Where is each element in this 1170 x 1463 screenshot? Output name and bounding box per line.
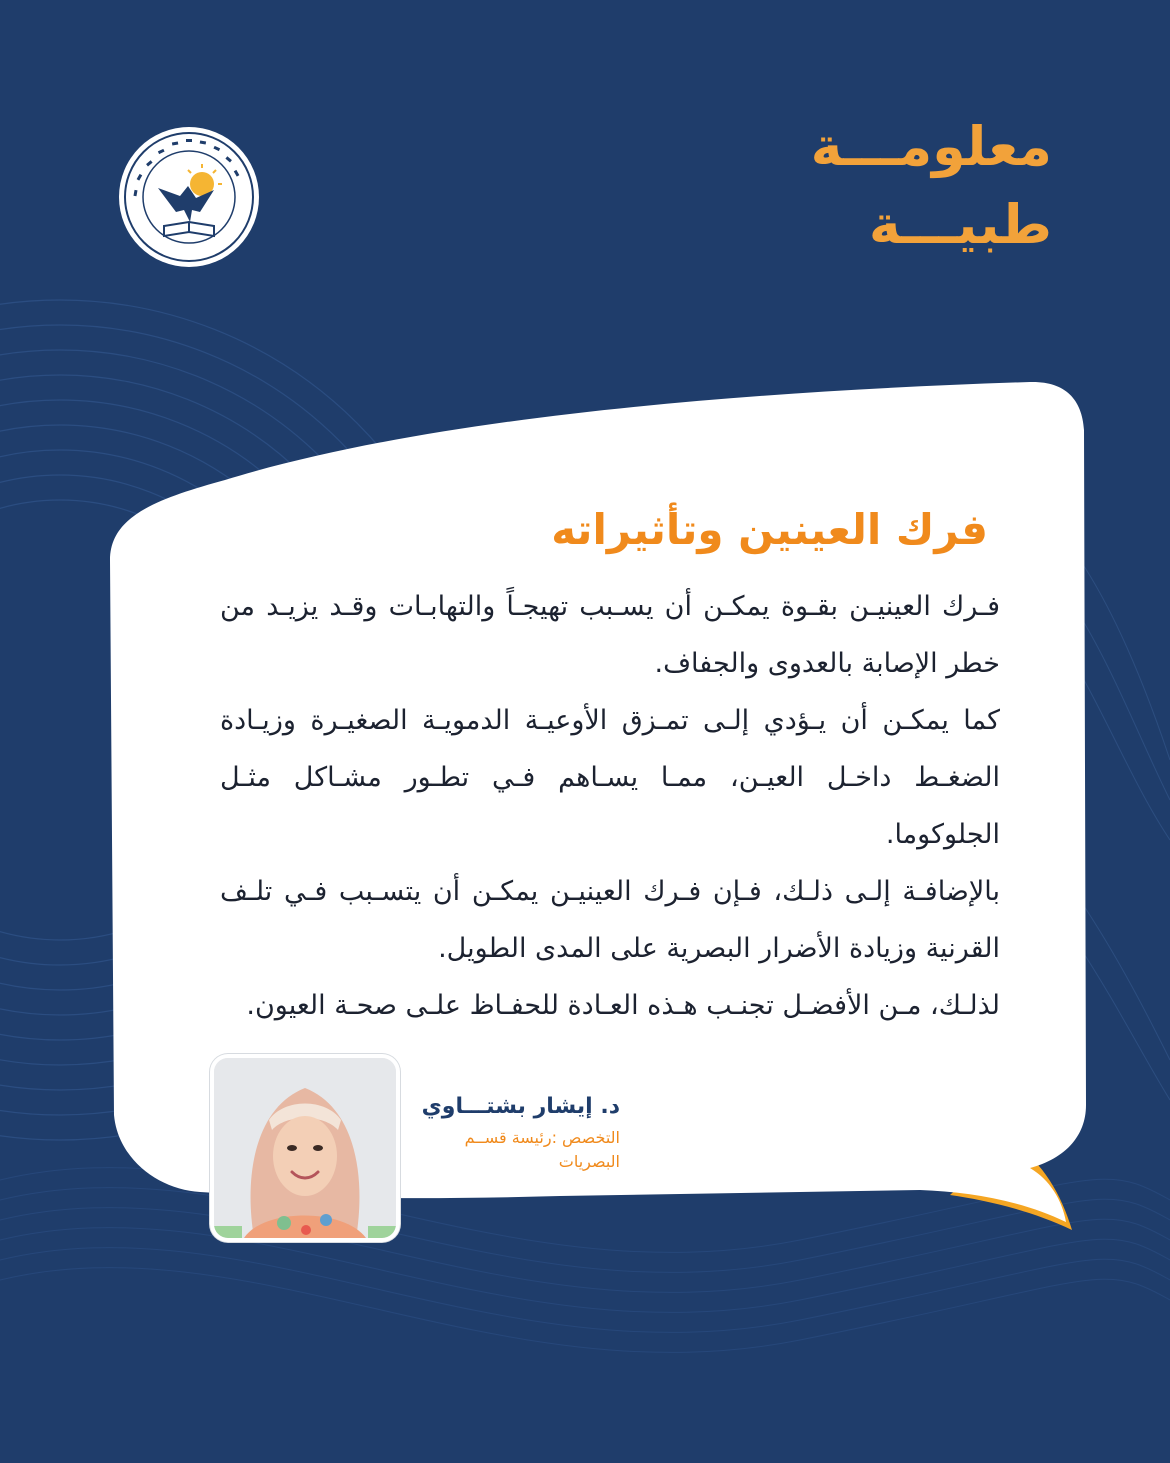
portrait-icon (214, 1058, 396, 1238)
article-body (220, 578, 1000, 1034)
article-title: فرك العينين وتأثيراته (551, 505, 988, 554)
header-title-line1: معلومـــة (810, 115, 1052, 178)
article-paragraph-1: فـرك العينيـن بقـوة يمكـن أن يسـبب تهيجـاً والتهابـات وقـد يزيـد من خطر الإصابة بالعدوى والجفاف. (220, 591, 1000, 679)
article-paragraph-2: كما يمكـن أن يـؤدي إلـى تمـزق الأوعيـة الدمويـة الصغيـرة وزيـادة الضغـط داخـل العيـن، ممـا يسـاهم فـي تطـور مشـاكل مثـل الجلوكوما. (220, 705, 1000, 850)
author-name: د. إيشار بشتـــاوي (421, 1094, 620, 1119)
article-paragraph-4: لذلـك، مـن الأفضـل تجنـب هـذه العـادة للحفـاظ علـى صحـة العيون. (246, 990, 1000, 1021)
header-title-line2: طبيـــة (868, 193, 1052, 256)
author-role (410, 1126, 620, 1174)
article-paragraph-3: بالإضافـة إلـى ذلـك، فـإن فـرك العينيـن يمكـن أن يتسـبب فـي تلـف القرنية وزيادة الأضرار البصرية على المدى الطويل. (220, 876, 1000, 964)
author-role-line2: البصريات (558, 1152, 620, 1171)
author-avatar (210, 1054, 400, 1242)
author-role-line1: التخصص :رئيسة قســم (464, 1128, 620, 1147)
